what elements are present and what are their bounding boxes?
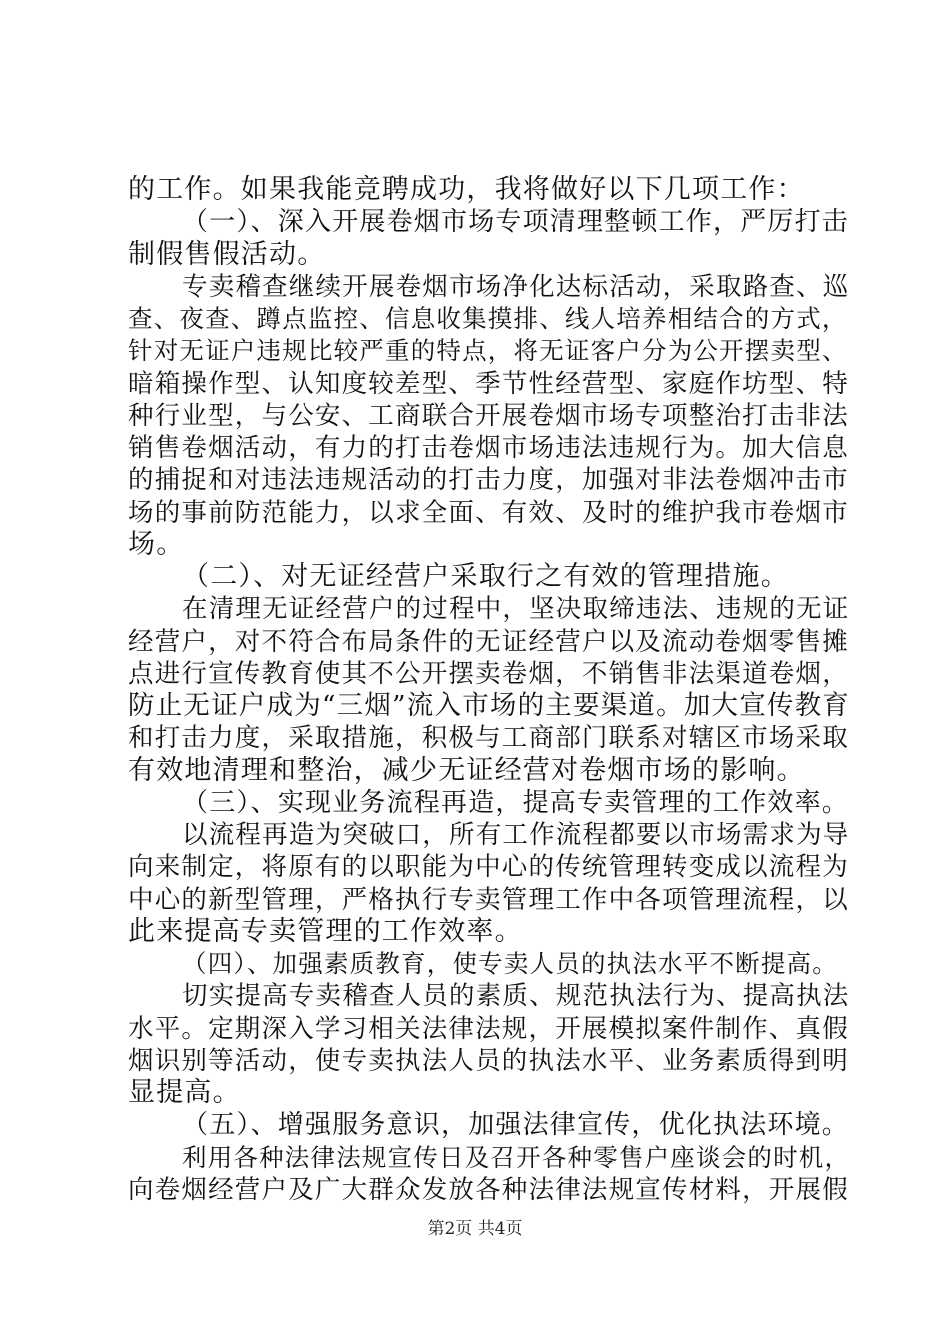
text-line: 制假售假活动。: [128, 239, 326, 270]
text-line: 烟识别等活动，使专卖执法人员的执法水平、业务素质得到明: [128, 1046, 849, 1076]
text-line: 显提高。: [128, 1077, 241, 1108]
text-line: 种行业型，与公安、工商联合开展卷烟市场专项整治打击非法: [128, 401, 849, 431]
text-line: 切实提高专卖稽查人员的素质、规范执法行为、提高执法: [182, 981, 850, 1011]
text-line: 暗箱操作型、认知度较差型、季节性经营型、家庭作坊型、特: [128, 369, 849, 399]
text-line: 有效地清理和整治，减少无证经营对卷烟市场的影响。: [128, 755, 805, 786]
text-line: （五）、增强服务意识，加强法律宣传，优化执法环境。: [182, 1110, 850, 1140]
text-line: 场的事前防范能力，以求全面、有效、及时的维护我市卷烟市: [128, 498, 849, 528]
text-line: 此来提高专卖管理的工作效率。: [128, 916, 523, 947]
text-line: 向卷烟经营户及广大群众发放各种法律法规宣传材料，开展假: [128, 1175, 849, 1205]
text-line: （三）、实现业务流程再造，提高专卖管理的工作效率。: [182, 788, 850, 818]
text-line: 防止无证户成为“三烟”流入市场的主要渠道。加大宣传教育: [128, 690, 850, 721]
text-line: 销售卷烟活动，有力的打击卷烟市场违法违规行为。加大信息: [128, 433, 849, 463]
text-line: 专卖稽查继续开展卷烟市场净化达标活动，采取路查、巡: [182, 272, 850, 302]
text-line: 点进行宣传教育使其不公开摆卖卷烟，不销售非法渠道卷烟，: [128, 659, 849, 689]
text-line: （一）、深入开展卷烟市场专项清理整顿工作，严厉打击: [182, 207, 850, 237]
text-line: 的工作。如果我能竞聘成功，我将做好以下几项工作：: [128, 174, 805, 205]
text-line: 场。: [128, 529, 185, 560]
text-line: 向来制定，将原有的以职能为中心的传统管理转变成以流程为: [128, 852, 849, 882]
text-line: 的捕捉和对违法违规活动的打击力度，加强对非法卷烟冲击市: [128, 465, 849, 495]
text-line: 查、夜查、蹲点监控、信息收集摸排、线人培养相结合的方式，: [128, 304, 848, 333]
text-line: 水平。定期深入学习相关法律法规，开展模拟案件制作、真假: [128, 1014, 849, 1044]
text-line: 利用各种法律法规宣传日及召开各种零售户座谈会的时机，: [182, 1143, 851, 1172]
text-line: 经营户，对不符合布局条件的无证经营户以及流动卷烟零售摊: [128, 627, 849, 657]
text-line: （二）、对无证经营户采取行之有效的管理措施。: [182, 561, 789, 592]
page-footer: 第2页 共4页: [427, 1219, 523, 1239]
text-line: 在清理无证经营户的过程中，坚决取缔违法、违规的无证: [182, 594, 850, 624]
text-line: 和打击力度，采取措施，积极与工商部门联系对辖区市场采取: [128, 723, 849, 753]
text-line: 以流程再造为突破口，所有工作流程都要以市场需求为导: [182, 820, 850, 850]
text-line: 中心的新型管理，严格执行专卖管理工作中各项管理流程，以: [128, 885, 849, 915]
text-line: 针对无证户违规比较严重的特点，将无证客户分为公开摆卖型、: [128, 336, 848, 365]
text-line: （四）、加强素质教育，使专卖人员的执法水平不断提高。: [182, 949, 838, 978]
